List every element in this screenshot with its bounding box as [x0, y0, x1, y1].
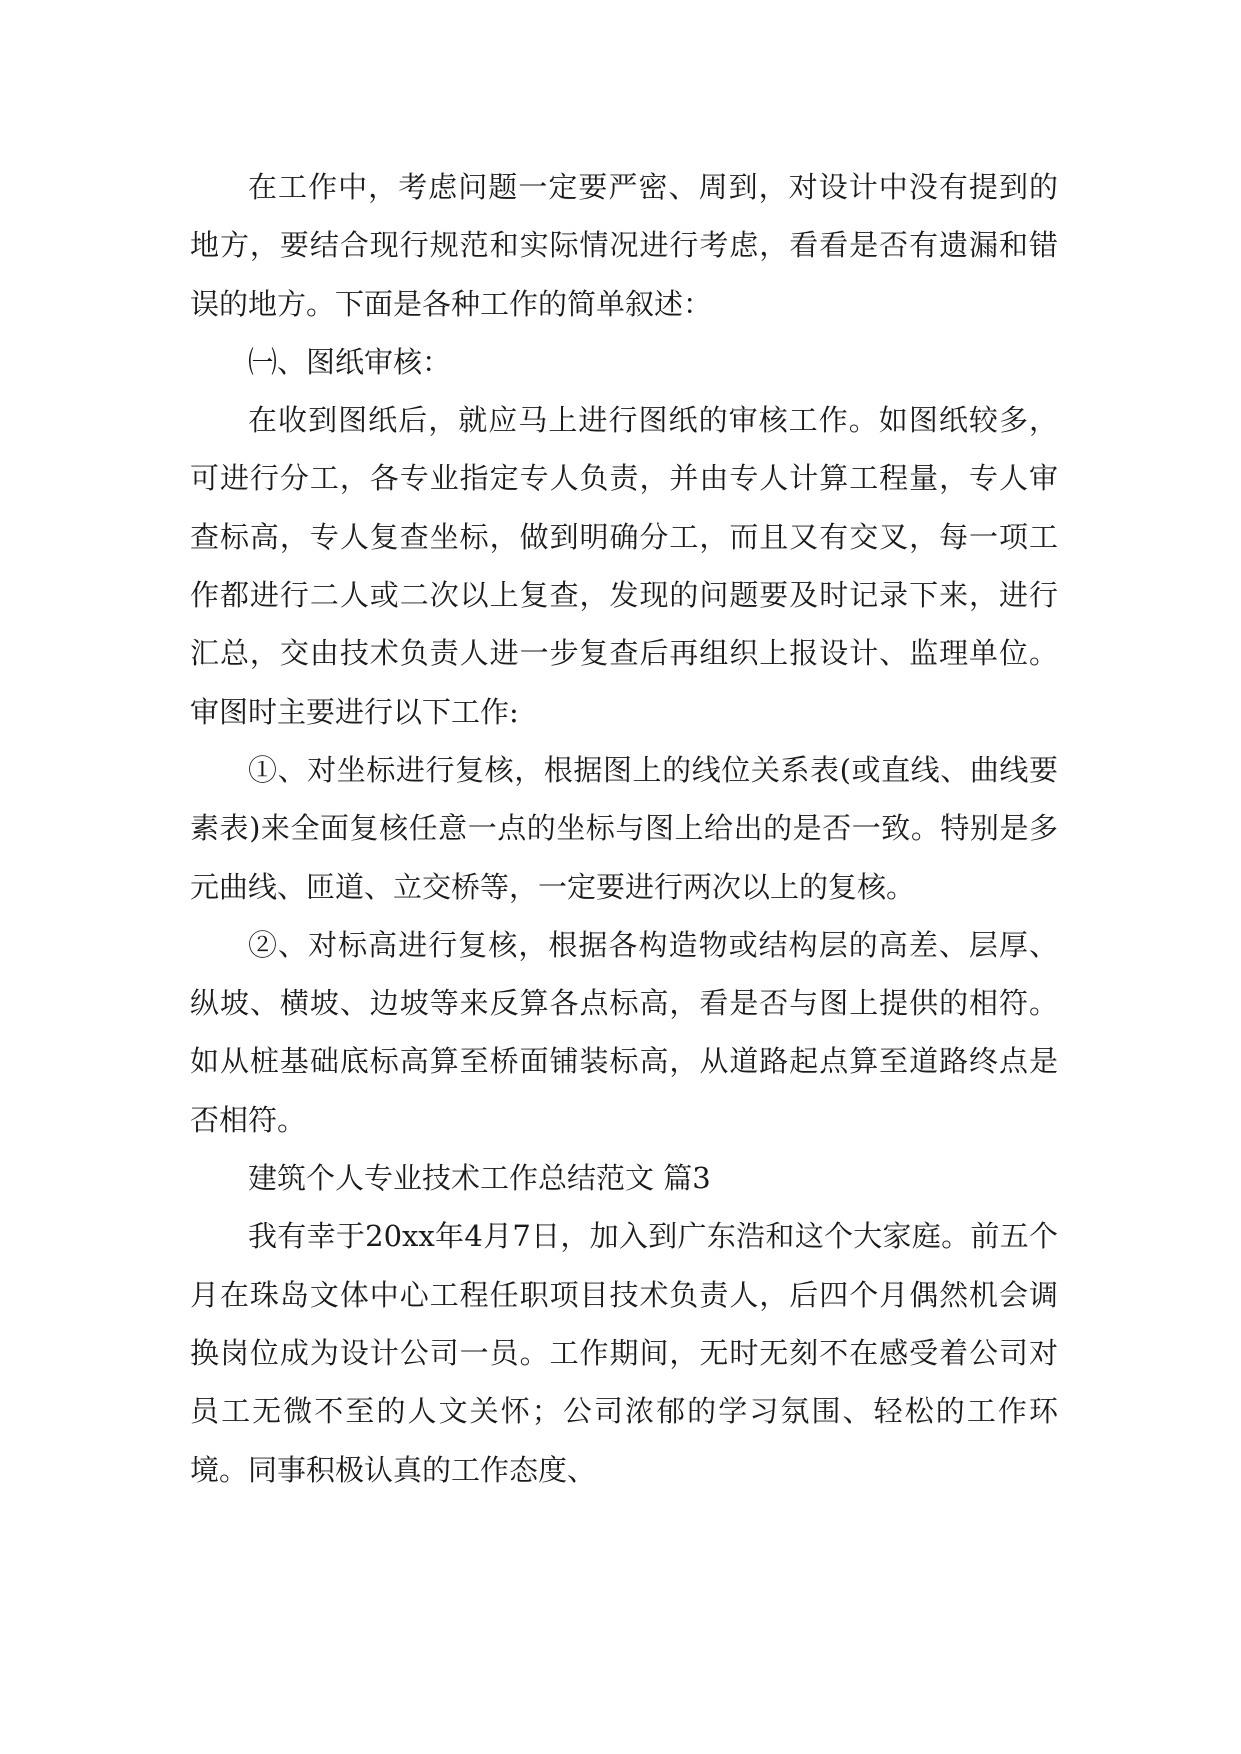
- paragraph-elevation-check: ②、对标高进行复核，根据各构造物或结构层的高差、层厚、纵坡、横坡、边坡等来反算各点标高，看是否与图上提供的相符。如从桩基础底标高算至桥面铺装标高，从道路起点算至道路终点是否相符。: [190, 927, 1058, 1137]
- document-body: [190, 158, 1058, 1499]
- article-title-part-3: 建筑个人专业技术工作总结范文 篇3: [248, 1161, 711, 1196]
- paragraph-intro: 在工作中，考虑问题一定要严密、周到，对设计中没有提到的地方，要结合现行规范和实际情况进行考虑，看看是否有遗漏和错误的地方。下面是各种工作的简单叙述：: [190, 170, 1058, 321]
- paragraph-drawing-review: 在收到图纸后，就应马上进行图纸的审核工作。如图纸较多，可进行分工，各专业指定专人负责，并由专人计算工程量，专人审查标高，专人复查坐标，做到明确分工，而且又有交叉，每一项工作都进行二人或二次以上复查，发现的问题要及时记录下来，进行汇总，交由技术负责人进一步复查后再组织上报设计、监理单位。审图时主要进行以下工作:: [190, 403, 1058, 729]
- paragraph-coordinate-check: ①、对坐标进行复核，根据图上的线位关系表(或直线、曲线要素表)来全面复核任意一点的坐标与图上给出的是否一致。特别是多元曲线、匝道、立交桥等，一定要进行两次以上的复核。: [190, 752, 1058, 904]
- paragraph-personal-summary: 我有幸于20xx年4月7日，加入到广东浩和这个大家庭。前五个月在珠岛文体中心工程任职项目技术负责人，后四个月偶然机会调换岗位成为设计公司一员。工作期间，无时无刻不在感受着公司对员工无微不至的人文关怀；公司浓郁的学习氛围、轻松的工作环境。同事积极认真的工作态度、: [190, 1219, 1058, 1487]
- section-heading-drawing-review: ㈠、图纸审核：: [248, 344, 452, 379]
